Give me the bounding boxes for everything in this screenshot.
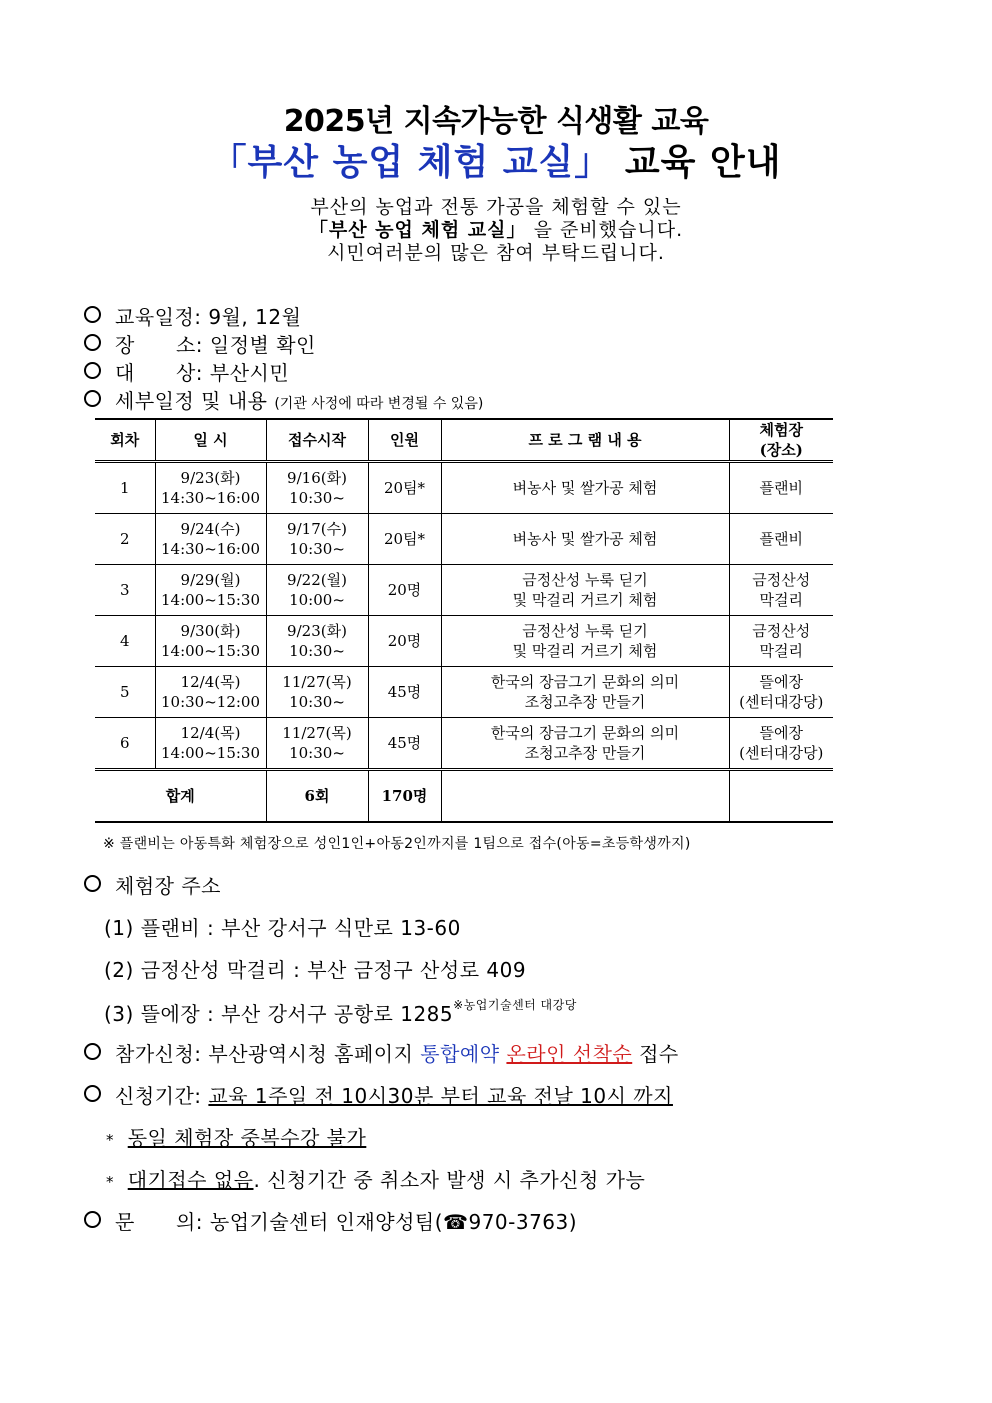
schedule-table [95,418,833,823]
address-item-3-note: ※농업기술센터 대강당 [453,998,577,1012]
header-venue-line2: (장소) [759,441,803,459]
total-empty-venue [729,770,833,823]
cell-program [441,718,729,770]
cell-program [441,616,729,667]
cell-program-line1: 벼농사 및 쌀가공 체험 [512,479,658,497]
cell-venue [729,718,833,770]
cell-capacity: 45명 [368,667,441,718]
cell-date: 9/29(월) [180,571,241,589]
cell-reg-date: 9/23(화) [287,622,347,640]
header-program: 프 로 그 램 내 용 [441,419,729,462]
cell-date: 12/4(목) [180,724,241,742]
cell-registration [266,565,368,616]
cell-capacity: 20명 [368,616,441,667]
title-program-name: 「부산 농업 체험 교실」 [210,142,612,183]
total-empty-program [441,770,729,823]
cell-capacity: 20명 [368,565,441,616]
cell-venue-line1: 뜰에장 [759,724,803,742]
cell-program-line1: 한국의 장금그기 문화의 의미 [490,673,680,691]
asterisk-mark: * [106,1131,114,1149]
cell-date: 12/4(목) [180,673,241,691]
cell-program-line1: 한국의 장금그기 문화의 의미 [490,724,680,742]
contact-line [84,1206,577,1235]
cell-reg-time: 10:30~ [289,642,345,660]
table-row [95,667,833,718]
footnote: ※ 플랜비는 아동특화 체험장으로 성인1인+아동2인까지를 1팀으로 접수(아동=초등학생까지) [103,836,691,852]
cell-capacity: 20팀* [368,462,441,514]
apply-suffix: 접수 [639,1042,679,1066]
cell-venue-line2: 막걸리 [759,642,803,660]
cell-round: 2 [95,514,155,565]
table-row [95,616,833,667]
circle-bullet-icon [84,1043,101,1060]
period-line [84,1080,673,1109]
info-target-text: 대 상: 부산시민 [115,361,290,385]
total-people: 170명 [368,770,441,823]
cell-reg-date: 9/17(수) [287,520,347,538]
online-first-come-link[interactable]: 온라인 선착순 [506,1042,633,1066]
intro-line2-rest: 을 준비했습니다. [533,219,684,241]
total-label: 합계 [95,770,266,823]
info-place-text: 장 소: 일정별 확인 [115,333,316,357]
circle-bullet-icon [84,362,101,379]
info-target [84,357,289,386]
info-schedule-text: 교육일정: 9월, 12월 [115,305,302,329]
header-venue [729,419,833,462]
header-datetime: 일 시 [155,419,266,462]
cell-venue-line1: 플랜비 [759,530,803,548]
info-schedule [84,301,301,330]
table-row [95,565,833,616]
cell-reg-date: 9/22(월) [287,571,347,589]
table-row [95,514,833,565]
cell-time: 10:30~12:00 [160,693,261,711]
cell-registration [266,616,368,667]
note-line-1 [106,1122,366,1151]
info-detail-note: (기관 사정에 따라 변경될 수 있음) [274,396,484,412]
address-title: 체험장 주소 [115,874,221,898]
header-venue-line1: 체험장 [759,421,803,439]
cell-datetime [155,565,266,616]
cell-program [441,565,729,616]
integrated-reservation-link[interactable]: 통합예약 [420,1042,500,1066]
cell-time: 14:30~16:00 [160,540,261,558]
table-header-row [95,419,833,462]
cell-date: 9/30(화) [180,622,241,640]
cell-venue-line1: 뜰에장 [759,673,803,691]
circle-bullet-icon [84,306,101,323]
cell-venue [729,462,833,514]
circle-bullet-icon [84,390,101,407]
cell-round: 5 [95,667,155,718]
address-item-3-text: (3) 뜰에장 : 부산 강서구 공항로 1285 [104,1002,454,1026]
cell-venue-line2: (센터대강당) [739,744,824,762]
cell-reg-time: 10:30~ [289,693,345,711]
table-row [95,462,833,514]
cell-time: 14:00~15:30 [160,591,261,609]
cell-time: 14:00~15:30 [160,744,261,762]
intro-program-name: 「부산 농업 체험 교실」 [308,219,527,241]
circle-bullet-icon [84,334,101,351]
cell-reg-time: 10:30~ [289,540,345,558]
info-place [84,329,316,358]
contact-text: 문 의: 농업기술센터 인재양성팀(☎970-3763) [115,1210,578,1234]
cell-venue-line2: (센터대강당) [739,693,824,711]
table-total-row [95,770,833,823]
cell-program [441,462,729,514]
title-line2 [0,134,992,185]
cell-round: 6 [95,718,155,770]
address-item-1: (1) 플랜비 : 부산 강서구 식만로 13-60 [104,916,461,940]
cell-reg-date: 9/16(화) [287,469,347,487]
cell-program [441,667,729,718]
note-cancellation: . 신청기간 중 취소자 발생 시 추가신청 가능 [253,1168,646,1192]
cell-registration [266,514,368,565]
cell-program-line1: 금정산성 누룩 딛기 [522,622,648,640]
apply-line [84,1038,679,1067]
circle-bullet-icon [84,1085,101,1102]
cell-datetime [155,718,266,770]
info-detail-text: 세부일정 및 내용 [115,389,268,413]
cell-date: 9/24(수) [180,520,241,538]
cell-reg-date: 11/27(목) [282,673,352,691]
cell-venue [729,616,833,667]
cell-venue [729,667,833,718]
cell-datetime [155,667,266,718]
circle-bullet-icon [84,875,101,892]
cell-program-line2: 및 막걸리 거르기 체험 [512,642,658,660]
cell-venue-line1: 금정산성 [752,571,811,589]
note-no-duplicate: 동일 체험장 중복수강 불가 [127,1126,367,1150]
cell-program-line1: 벼농사 및 쌀가공 체험 [512,530,658,548]
cell-capacity: 45명 [368,718,441,770]
intro-line2 [0,219,992,242]
apply-prefix: 참가신청: 부산광역시청 홈페이지 [115,1042,414,1066]
cell-reg-date: 11/27(목) [282,724,352,742]
cell-venue-line1: 금정산성 [752,622,811,640]
header-registration: 접수시작 [266,419,368,462]
cell-program-line2: 및 막걸리 거르기 체험 [512,591,658,609]
title-suffix: 교육 안내 [624,142,782,183]
cell-program [441,514,729,565]
cell-capacity: 20팀* [368,514,441,565]
cell-venue [729,565,833,616]
cell-date: 9/23(화) [180,469,241,487]
note-line-2 [106,1164,645,1193]
address-item-2: (2) 금정산성 막걸리 : 부산 금정구 산성로 409 [104,958,527,982]
total-count: 6회 [266,770,368,823]
cell-round: 3 [95,565,155,616]
cell-round: 1 [95,462,155,514]
cell-program-line1: 금정산성 누룩 딛기 [522,571,648,589]
period-text: 교육 1주일 전 10시30분 부터 교육 전날 10시 까지 [208,1084,673,1108]
cell-registration [266,462,368,514]
cell-reg-time: 10:30~ [289,744,345,762]
asterisk-mark: * [106,1173,114,1191]
cell-datetime [155,616,266,667]
cell-registration [266,718,368,770]
address-heading [84,870,221,899]
cell-round: 4 [95,616,155,667]
intro-line1: 부산의 농업과 전통 가공을 체험할 수 있는 [310,196,682,218]
header-round: 회차 [95,419,155,462]
cell-venue [729,514,833,565]
note-no-waitlist: 대기접수 없음 [127,1168,254,1192]
header-capacity: 인원 [368,419,441,462]
cell-program-line2: 조청고추장 만들기 [524,744,646,762]
cell-venue-line1: 플랜비 [759,479,803,497]
cell-venue-line2: 막걸리 [759,591,803,609]
cell-time: 14:30~16:00 [160,489,261,507]
cell-time: 14:00~15:30 [160,642,261,660]
cell-datetime [155,514,266,565]
title-line1: 2025년 지속가능한 식생활 교육 [283,104,709,139]
cell-reg-time: 10:30~ [289,489,345,507]
cell-datetime [155,462,266,514]
address-item-3 [104,996,577,1027]
table-row [95,718,833,770]
intro-line3: 시민여러분의 많은 참여 부탁드립니다. [327,242,665,264]
intro-text [0,196,992,265]
cell-registration [266,667,368,718]
cell-reg-time: 10:00~ [289,591,345,609]
circle-bullet-icon [84,1211,101,1228]
cell-program-line2: 조청고추장 만들기 [524,693,646,711]
info-detail [84,385,483,414]
period-prefix: 신청기간: [115,1084,202,1108]
